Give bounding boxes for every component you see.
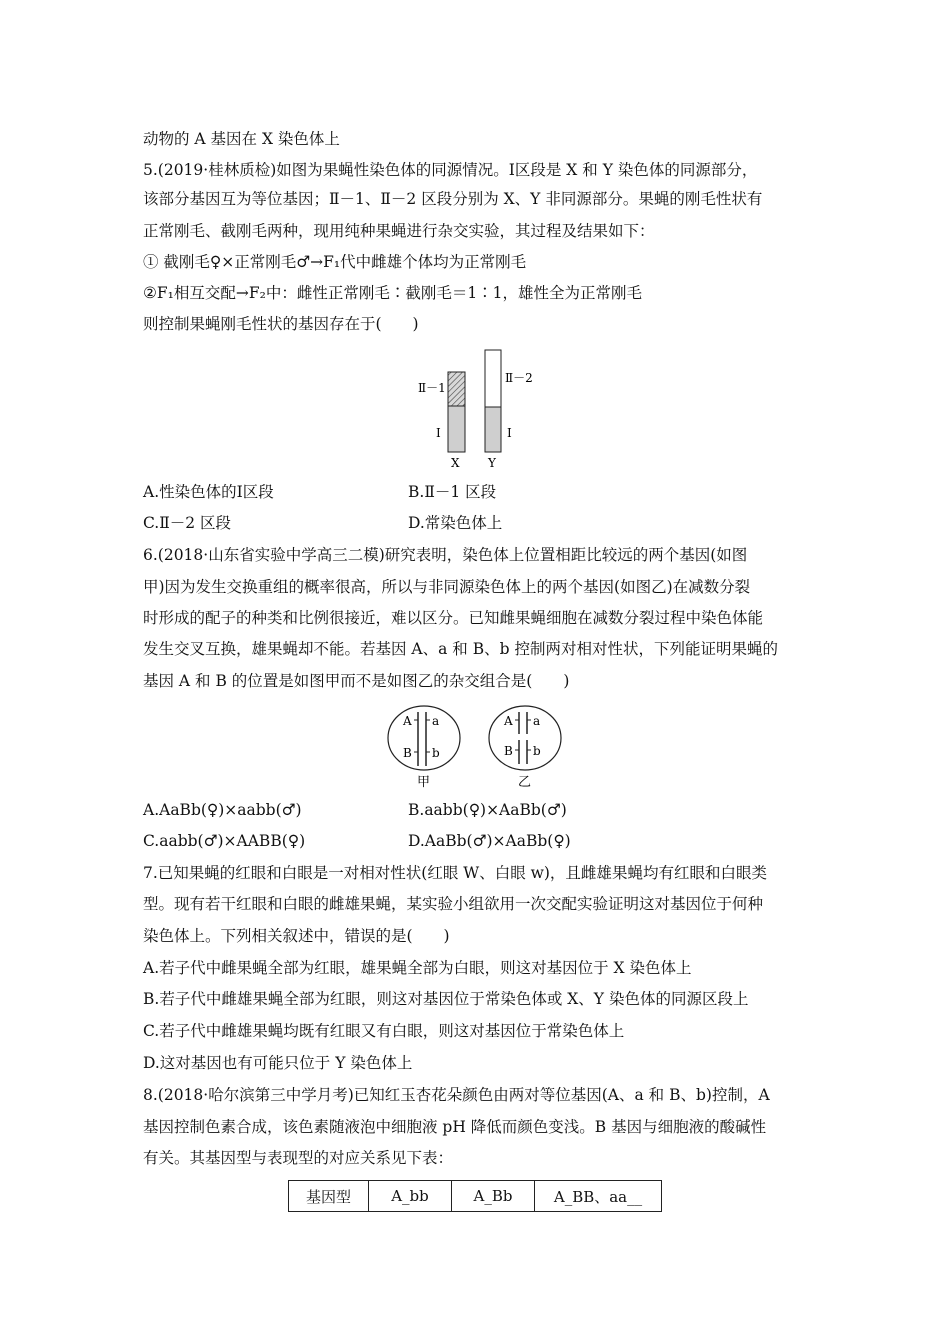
- question-8-text: 基因控制色素合成，该色素随液泡中细胞液 pH 降低而颜色变浅。B 基因与细胞液的酸碱性: [143, 1118, 767, 1136]
- y-chromosome-segment-I: [485, 407, 501, 452]
- question-8-text: 8.(2018·哈尔滨第三中学月考)已知红玉杏花朵颜色由两对等位基因(A、a 和 B、b)控制，A: [143, 1086, 770, 1104]
- q6-option-b: B.aabb(♀)×AaBb(♂): [408, 801, 567, 819]
- question-5-text: ②F₁相互交配→F₂中：雌性正常刚毛∶截刚毛＝1∶1，雄性全为正常刚毛: [143, 284, 643, 302]
- question-7-text: 染色体上。下列相关叙述中，错误的是( ): [143, 927, 450, 945]
- label-II-2: Ⅱ－2: [505, 371, 533, 385]
- q7-option-b: B.若子代中雌雄果蝇全部为红眼，则这对基因位于常染色体或 X、Y 染色体的同源区段上: [143, 990, 749, 1008]
- genotype-table: [288, 1180, 662, 1212]
- question-6-text: 基因 A 和 B 的位置是如图甲而不是如图乙的杂交组合是( ): [143, 672, 570, 690]
- question-5-text: 则控制果蝇刚毛性状的基因存在于( ): [143, 315, 419, 333]
- question-6-text: 发生交叉互换，雄果蝇却不能。若基因 A、a 和 B、b 控制两对相对性状，下列能证明果蝇的: [143, 640, 778, 658]
- cell-yi: [489, 706, 561, 770]
- sex-chromosome-figure: [410, 345, 550, 475]
- table-cell: A_Bb: [452, 1181, 535, 1212]
- q6-option-a: A.AaBb(♀)×aabb(♂): [143, 801, 302, 819]
- x-chromosome-segment-II-1: [448, 372, 465, 406]
- question-5-text: 正常刚毛、截刚毛两种，现用纯种果蝇进行杂交实验，其过程及结果如下：: [143, 222, 655, 240]
- q7-option-c: C.若子代中雌雄果蝇均既有红眼又有白眼，则这对基因位于常染色体上: [143, 1022, 625, 1040]
- question-7-text: 型。现有若干红眼和白眼的雌雄果蝇，某实验小组欲用一次交配实验证明这对基因位于何种: [143, 895, 764, 913]
- caption-jia: 甲: [417, 775, 431, 790]
- question-5-text: 该部分基因互为等位基因；Ⅱ－1、Ⅱ－2 区段分别为 X、Y 非同源部分。果蝇的刚毛性状有: [143, 190, 763, 208]
- question-6-text: 6.(2018·山东省实验中学高三二模)研究表明，染色体上位置相距比较远的两个基因(如图: [143, 546, 748, 564]
- table-cell: 基因型: [289, 1181, 369, 1212]
- table-row: [289, 1181, 662, 1212]
- label-Y: Y: [488, 456, 496, 470]
- gene-A-jia: A: [403, 714, 412, 728]
- question-8-text: 有关。其基因型与表现型的对应关系见下表：: [143, 1149, 454, 1167]
- table-cell: A_BB、aa__: [535, 1181, 662, 1212]
- question-5-text: 5.(2019·桂林质检)如图为果蝇性染色体的同源情况。Ⅰ区段是 X 和 Y 染色体的同源部分，: [143, 161, 758, 179]
- cell-jia: [388, 706, 460, 770]
- question-6-text: 甲)因为发生交换重组的概率很高，所以与非同源染色体上的两个基因(如图乙)在减数分裂: [143, 578, 751, 596]
- q7-option-a: A.若子代中雌果蝇全部为红眼，雄果蝇全部为白眼，则这对基因位于 X 染色体上: [143, 959, 692, 977]
- gene-A-yi: A: [504, 714, 513, 728]
- text-line: 动物的 A 基因在 X 染色体上: [143, 130, 340, 148]
- x-chromosome-segment-I: [448, 406, 465, 452]
- y-chromosome-segment-II-2: [485, 350, 501, 407]
- q6-option-c: C.aabb(♂)×AABB(♀): [143, 832, 306, 850]
- q5-option-a: A.性染色体的Ⅰ区段: [143, 483, 274, 501]
- question-6-text: 时形成的配子的种类和比例很接近，难以区分。已知雌果蝇细胞在减数分裂过程中染色体能: [143, 609, 764, 627]
- question-7-text: 7.已知果蝇的红眼和白眼是一对相对性状(红眼 W、白眼 w)，且雌雄果蝇均有红眼和白眼类: [143, 864, 767, 882]
- gene-a-jia: a: [432, 714, 440, 728]
- gene-location-figure: [380, 700, 580, 792]
- q5-option-d: D.常染色体上: [408, 514, 503, 532]
- label-I-left: Ⅰ: [436, 426, 441, 440]
- label-II-1: Ⅱ－1: [418, 381, 446, 395]
- q5-option-c: C.Ⅱ－2 区段: [143, 514, 232, 532]
- question-5-text: ① 截刚毛♀×正常刚毛♂→F₁代中雌雄个体均为正常刚毛: [143, 253, 527, 271]
- gene-b-yi: b: [533, 744, 541, 758]
- q7-option-d: D.这对基因也有可能只位于 Y 染色体上: [143, 1054, 413, 1072]
- label-X: X: [451, 456, 460, 470]
- gene-b-jia: b: [432, 746, 440, 760]
- gene-B-yi: B: [504, 744, 513, 758]
- q5-option-b: B.Ⅱ－1 区段: [408, 483, 497, 501]
- label-I-right: Ⅰ: [507, 426, 512, 440]
- caption-yi: 乙: [518, 775, 532, 790]
- gene-B-jia: B: [403, 746, 412, 760]
- gene-a-yi: a: [533, 714, 541, 728]
- q6-option-d: D.AaBb(♂)×AaBb(♀): [408, 832, 571, 850]
- table-cell: A_bb: [369, 1181, 452, 1212]
